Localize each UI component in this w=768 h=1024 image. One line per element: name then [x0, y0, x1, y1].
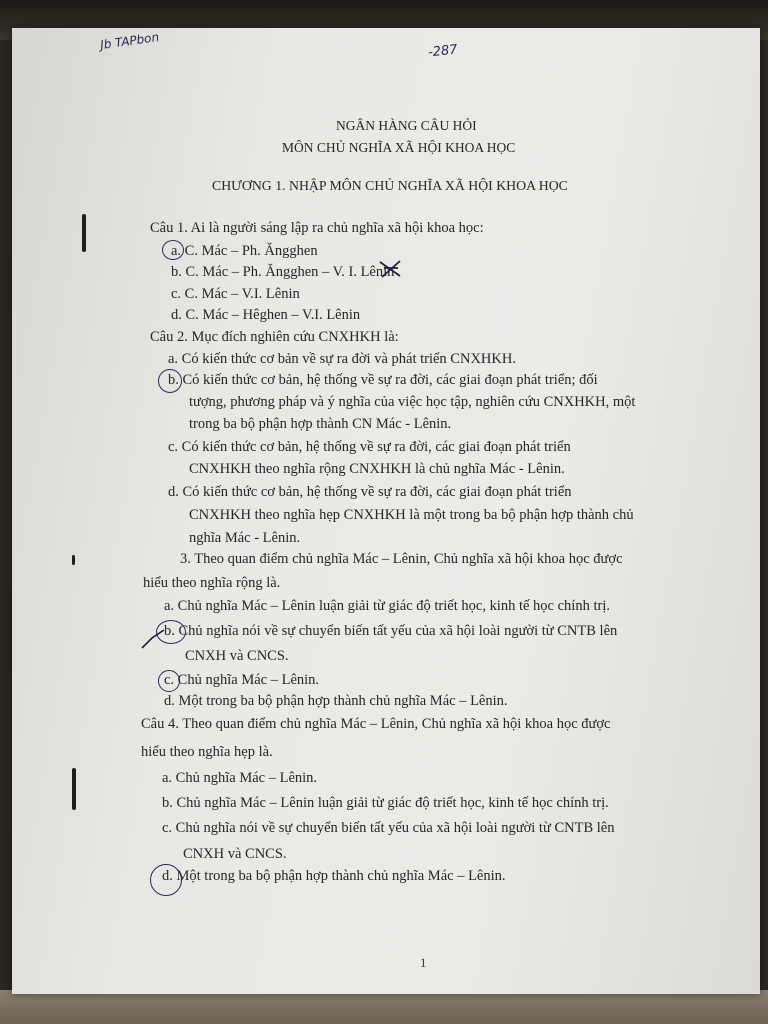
tick-mark [138, 626, 168, 652]
question-stem: Câu 2. Mục đích nghiên cứu CNXHKH là: [150, 329, 399, 345]
option-b: b. Có kiến thức cơ bản, hệ thống về sự ra đời, các giai đoạn phát triển; đối [168, 372, 598, 388]
question-stem-line2: hiểu theo nghĩa hẹp là. [141, 744, 273, 760]
question-stem-line2: hiểu theo nghĩa rộng là. [143, 575, 281, 591]
handwritten-note: Jb TAPbon [99, 29, 160, 53]
option-a: a. C. Mác – Ph. Ăngghen [171, 243, 318, 259]
option-d: d. Một trong ba bộ phận hợp thành chủ nghĩa Mác – Lênin. [164, 693, 508, 709]
option-b-line3: trong ba bộ phận hợp thành CN Mác - Lênin. [189, 416, 452, 432]
question-stem: Câu 4. Theo quan điểm chủ nghĩa Mác – Lênin, Chủ nghĩa xã hội khoa học được [141, 716, 611, 732]
question-stem: Câu 1. Ai là người sáng lập ra chủ nghĩa xã hội khoa học: [150, 220, 484, 236]
subject-title: MÔN CHỦ NGHĨA XÃ HỘI KHOA HỌC [282, 140, 516, 155]
chapter-title: CHƯƠNG 1. NHẬP MÔN CHỦ NGHĨA XÃ HỘI KHOA HỌC [212, 178, 568, 193]
binder-mark [72, 555, 75, 565]
option-c-line2: CNXHKH theo nghĩa rộng CNXHKH là chủ nghĩa Mác - Lênin. [189, 461, 565, 477]
option-d-line3: nghĩa Mác - Lênin. [189, 530, 301, 546]
option-d-line2: CNXHKH theo nghĩa hẹp CNXHKH là một trong ba bộ phận hợp thành chủ [189, 507, 634, 523]
option-d: d. C. Mác – Hêghen – V.I. Lênin [171, 307, 361, 323]
page-title: NGÂN HÀNG CÂU HỎI [336, 118, 477, 133]
answer-circle-mark [158, 670, 180, 692]
option-c: c. Có kiến thức cơ bản, hệ thống về sự ra đời, các giai đoạn phát triển [168, 439, 571, 455]
binder-mark [82, 214, 86, 252]
option-b-line2: tượng, phương pháp và ý nghĩa của việc học tập, nghiên cứu CNXHKH, một [189, 394, 636, 410]
option-a: a. Có kiến thức cơ bản về sự ra đời và phát triển CNXHKH. [168, 351, 516, 367]
option-d: d. Có kiến thức cơ bản, hệ thống về sự ra đời, các giai đoạn phát triển [168, 484, 572, 500]
question-stem: 3. Theo quan điểm chủ nghĩa Mác – Lênin, Chủ nghĩa xã hội khoa học được [180, 551, 623, 567]
option-c: c. C. Mác – V.I. Lênin [171, 286, 300, 302]
answer-circle-mark [158, 369, 182, 393]
option-c-line2: CNXH và CNCS. [183, 846, 287, 862]
option-d: d. Một trong ba bộ phận hợp thành chủ nghĩa Mác – Lênin. [162, 868, 506, 884]
option-b: b. Chủ nghĩa nói về sự chuyển biến tất yếu của xã hội loài người từ CNTB lên [164, 623, 618, 639]
option-a: a. Chủ nghĩa Mác – Lênin luận giải từ giác độ triết học, kinh tế học chính trị. [164, 598, 610, 614]
page-number: 1 [420, 955, 427, 970]
option-c: c. Chủ nghĩa nói về sự chuyển biến tất yếu của xã hội loài người từ CNTB lên [162, 820, 615, 836]
option-b: b. C. Mác – Ph. Ăngghen – V. I. Lênin [171, 264, 395, 280]
strike-mark [376, 258, 406, 280]
option-c: c. Chủ nghĩa Mác – Lênin. [164, 672, 320, 688]
option-a: a. Chủ nghĩa Mác – Lênin. [162, 770, 318, 786]
handwritten-number: -287 [427, 42, 459, 61]
background-bottom [0, 990, 768, 1024]
binder-mark [72, 768, 76, 810]
answer-circle-mark [162, 240, 184, 260]
option-b-line2: CNXH và CNCS. [185, 648, 289, 664]
answer-circle-mark [150, 864, 182, 896]
option-b: b. Chủ nghĩa Mác – Lênin luận giải từ giác độ triết học, kinh tế học chính trị. [162, 795, 609, 811]
